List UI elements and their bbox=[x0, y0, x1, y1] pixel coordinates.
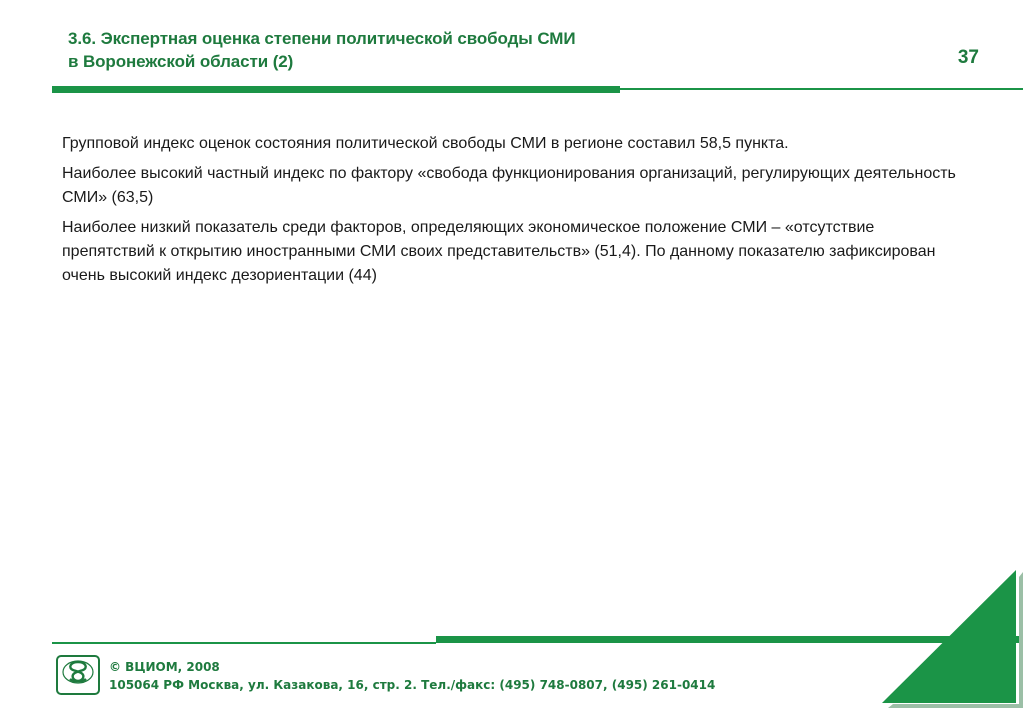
footer-text bbox=[109, 658, 715, 694]
address-line: 105064 РФ Москва, ул. Казакова, 16, стр. 2. Тел./факс: (495) 748-0807, (495) 261-0414 bbox=[109, 678, 716, 692]
paragraph-lowest-index: Наиболее низкий показатель среди факторов, определяющих экономическое положение СМИ – «отсутствие препятствий к открытию иностранными СМИ своих представительств» (51,4). По данному показателю зафиксирован очень высокий индекс дезориентации (44) bbox=[62, 219, 936, 284]
paragraph-highest-index: Наиболее высокий частный индекс по фактору «свобода функционирования организаций, регулирующих деятельность СМИ» (63,5) bbox=[62, 165, 956, 206]
page-number: 37 bbox=[957, 47, 979, 68]
paragraph-group-index: Групповой индекс оценок состояния политической свободы СМИ в регионе составил 58,5 пункта. bbox=[62, 135, 789, 152]
logo-mark bbox=[58, 657, 98, 693]
slide-title-line-1: 3.6. Экспертная оценка степени политической свободы СМИ bbox=[68, 29, 576, 48]
vciom-logo-icon bbox=[56, 655, 100, 695]
copyright-line: © ВЦИОМ, 2008 bbox=[109, 660, 220, 674]
slide-title-line-2: в Воронежской области (2) bbox=[68, 52, 294, 71]
